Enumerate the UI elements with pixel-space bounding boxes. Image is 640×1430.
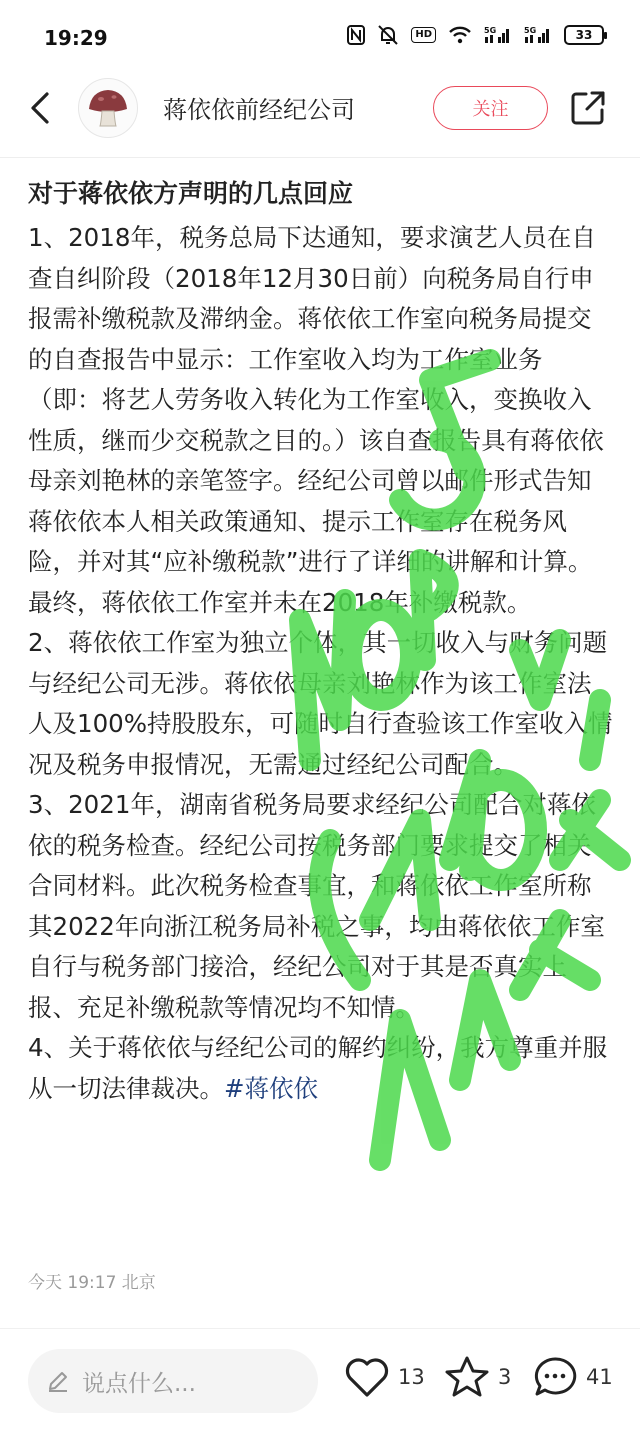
post-title: 对于蒋依依方声明的几点回应 [28,179,354,208]
like-count: 13 [398,1365,425,1389]
post-paragraph-2: 2、蒋依依工作室为独立个体，其一切收入与财务问题与经纪公司无涉。蒋依依母亲刘艳林作为该工作室法人及100%持股股东，可随时自行查验该工作室收入情况及税务申报情况，无需通过经纪公司配合。 [28,628,613,779]
collect-button[interactable] [444,1355,511,1399]
pencil-icon [46,1369,70,1393]
post-paragraph-3: 3、2021年，湖南省税务局要求经纪公司配合对蒋依依的税务检查。经纪公司按税务部门要求提交了相关合同材料。此次税务检查事宜，和蒋依依工作室所称其2022年向浙江税务局补税之事，均由蒋依依工作室自行与税务部门接洽，经纪公司对于其是否真实上报、充足补缴税款等情况均不知情。 [28,790,605,1022]
collect-count: 3 [498,1365,512,1389]
comment-count: 41 [586,1365,613,1389]
back-button[interactable] [20,88,60,128]
heart-icon [344,1355,390,1399]
status-icons [347,24,604,46]
status-time: 19:29 [44,26,108,50]
hd-badge: HD [411,27,436,43]
comment-input[interactable] [28,1349,318,1413]
signal-icon-2 [524,25,552,45]
share-button[interactable] [568,88,608,128]
hashtag-link[interactable]: #蒋依依 [224,1073,319,1103]
chevron-left-icon [27,91,53,125]
post-paragraph-1: 1、2018年，税务总局下达通知，要求演艺人员在自查自纠阶段（2018年12月30日前）向税务局自行申报需补缴税款及滞纳金。蒋依依工作室向税务局提交的自查报告中显示：工作室收入均为工作室业务（即：将艺人劳务收入转化为工作室收入，变换收入性质，继而少交税款之目的。）该自查报告具有蒋依依母亲刘艳林的亲笔签字。经纪公司曾以邮件形式告知蒋依依本人相关政策通知、提示工作室存在税务风险，并对其“应补缴税款”进行了详细的讲解和计算。最终，蒋依依工作室并未在2018年补缴税款。 [28,223,604,617]
post-paragraph-4 [28,1028,614,1109]
battery-indicator: 33 [564,25,604,45]
status-bar [0,0,640,72]
svg-text:5G: 5G [484,26,497,35]
star-icon [444,1355,490,1399]
post-meta: 今天 19:17 北京 [28,1273,156,1293]
svg-text:5G: 5G [524,26,537,35]
nav-bar [0,72,640,158]
post-paragraph-4-text: 4、关于蒋依依与经纪公司的解约纠纷，我方尊重并服从一切法律裁决。 [28,1033,608,1103]
share-icon [570,90,606,126]
like-button[interactable] [344,1355,425,1399]
nfc-icon [347,25,365,45]
mushroom-avatar-icon [85,85,131,131]
comment-button[interactable] [532,1355,613,1399]
comment-placeholder: 说点什么... [82,1370,196,1397]
post-content [28,170,614,1109]
signal-icon-1 [484,25,512,45]
bottom-action-bar [0,1328,640,1430]
mute-bell-icon [377,24,399,46]
avatar[interactable] [78,78,138,138]
follow-button[interactable]: 关注 [433,86,548,130]
wifi-icon [448,26,472,44]
post-body [28,218,614,1109]
chat-bubble-icon [532,1355,578,1399]
account-name[interactable]: 蒋依依前经纪公司 [163,96,355,124]
